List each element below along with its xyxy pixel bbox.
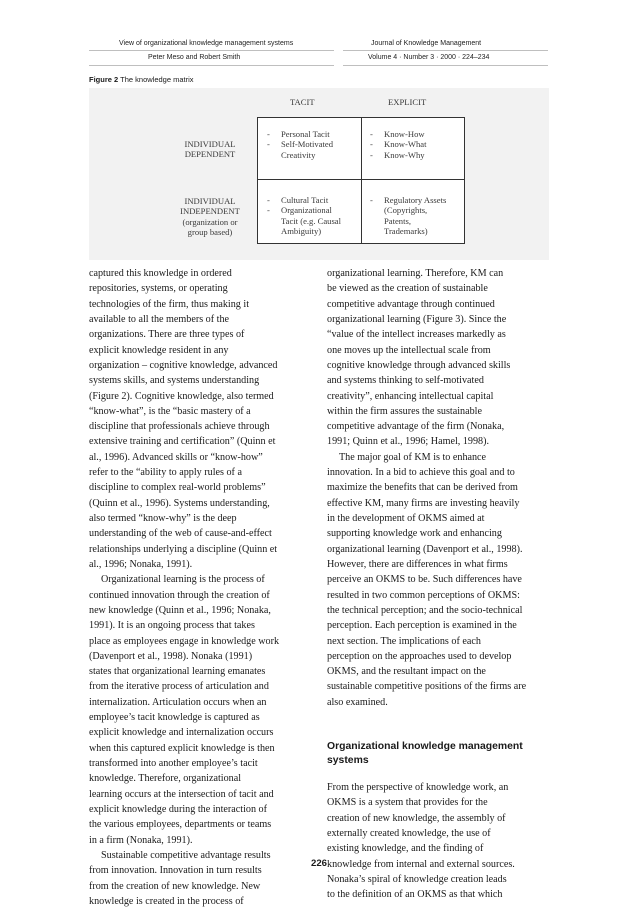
text-line: organization – cognitive knowledge, advanced [89,359,278,371]
text-line: Sustainable competitive advantage results [101,849,271,861]
figure-caption [89,75,194,84]
text-line: competitive advantage through continued [327,298,495,310]
row-header-line: (organization or [182,216,238,227]
text-line: knowledge is created in the process of [89,895,244,907]
text-line: knowledge from internal and external sources. [327,858,515,870]
text-line: explicit knowledge and internalization occurs [89,727,274,739]
body-column-left [89,266,314,909]
item-text: Know-What [384,139,427,150]
item-text: Know-Why [384,149,425,160]
text-line: al., 1996). Advanced skills or “know-how” [89,451,263,463]
matrix-item [267,205,341,215]
cell-independent-explicit [370,195,446,237]
column-header-explicit: EXPLICIT [388,97,427,107]
body-paragraph [327,780,552,903]
text-line: creation of new knowledge, the assembly of [327,812,506,824]
text-line: “know-what”, is the “basic mastery of a [89,405,251,417]
text-line: relationships underlying a discipline (Quinn et [89,543,278,555]
text-line: internalization. Articulation occurs when an [89,696,267,708]
item-text-continuation: Creativity [281,149,316,160]
item-text-continuation: Patents, [384,215,411,226]
cell-independent-tacit [267,195,341,237]
matrix-item [370,150,426,160]
bullet-dash: - [370,195,373,205]
item-text-continuation: Trademarks) [384,226,428,237]
row-header-individual-independent [171,196,249,238]
text-line: perception on the approaches used to develop [327,650,512,662]
text-line: From the perspective of knowledge work, an [327,782,509,794]
text-line: competitive advantage of the firm (Nonaka, [327,421,505,433]
row-header-line: DEPENDENT [184,149,236,160]
text-line: perception. Each perception is examined in the [327,620,517,632]
bullet-dash: - [267,195,270,205]
text-line: extensive training and certification” (Quinn et [89,436,276,448]
bullet-dash: - [370,129,373,139]
matrix-item [267,139,333,149]
text-line: al., 1996; Nonaka, 1991). [89,558,193,570]
running-header-journal: Journal of Knowledge Management [371,40,482,47]
text-line: continued innovation through the creation of [89,589,270,601]
matrix-item [370,195,446,205]
item-text: Self-Motivated [281,139,334,150]
text-line: sustainable competitive positions of the firms are [327,681,527,693]
text-line: in the development of OKMS aimed at [327,513,485,524]
column-header-tacit: TACIT [290,97,315,107]
row-header-line: group based) [187,227,233,238]
header-rule-right-bottom [343,65,548,66]
text-line: discipline that professionals achieve through [89,421,270,433]
row-header-line: INDIVIDUAL [184,139,236,149]
text-line: also examined. [327,696,388,708]
matrix-horizontal-divider [258,179,464,180]
text-line: to the definition of an OKMS as that which [327,889,503,901]
text-line: new knowledge (Quinn et al., 1996; Nonaka, [89,604,271,616]
text-line: externally created knowledge, the use of [327,828,491,839]
text-line: and systems thinking to self-motivated [327,375,484,387]
text-line: transformed into another employee’s tacit [89,758,258,769]
text-line: be viewed as the creation of sustainable [327,283,488,295]
bullet-dash: - [267,139,270,150]
bullet-dash: - [370,139,373,150]
row-header-individual-dependent [175,139,245,160]
text-line: However, there are differences in what firms [327,558,508,570]
matrix-item [267,129,333,139]
text-line: technologies of the firm, thus making it [89,298,250,310]
text-line: effective KM, many firms are investing heavily [327,497,520,509]
text-line: discipline to complex real-world problems” [89,482,266,494]
bullet-dash: - [267,129,270,139]
text-line: when this captured explicit knowledge is then [89,742,275,754]
running-header-article-title: View of organizational knowledge management systems [119,40,294,47]
text-line: from innovation. Innovation in turn results [89,865,262,877]
text-line: repositories, systems, or operating [89,283,228,295]
item-text: Know-How [384,129,425,139]
text-line: understanding of the web of cause-and-effect [89,528,272,540]
matrix-item [370,139,426,149]
text-line: (Figure 2). Cognitive knowledge, also termed [89,390,274,402]
item-text: Personal Tacit [281,129,330,139]
body-paragraph [327,266,552,450]
figure-caption-text: The knowledge matrix [120,75,194,84]
text-line: organizational learning (Figure 3). Since the [327,313,507,325]
bullet-dash: - [370,149,373,160]
section-heading [327,740,552,768]
text-line: knowledge. Therefore, organizational [89,773,242,785]
text-line: states that organizational learning emanates [89,666,266,678]
text-line: innovation. In a bid to achieve this goal and to [327,467,515,479]
matrix-vertical-divider [361,118,362,243]
text-line: supporting knowledge work and enhancing [327,528,502,540]
cell-individual-tacit [267,129,333,160]
matrix-item [267,195,341,205]
text-line: organizations. There are three types of [89,329,245,341]
matrix-item [370,129,426,139]
item-text-continuation: (Copyrights, [384,205,428,216]
body-paragraph [89,572,314,848]
text-line: captured this knowledge in ordered [89,268,232,279]
figure-label: Figure 2 [89,75,119,84]
text-line: from the iterative process of articulation and [89,681,269,693]
header-rule-right-top [343,50,548,51]
text-line: 1991; Quinn et al., 1996; Hamel, 1998). [327,436,489,448]
text-line: organizational learning. Therefore, KM can [327,268,504,279]
row-header-line: INDEPENDENT [180,206,240,217]
text-line: Organizational learning is the process of [101,574,265,586]
running-header-volume: Volume 4 · Number 3 · 2000 · 224–234 [368,54,490,61]
text-line: existing knowledge, and the finding of [327,843,484,855]
text-line: employee’s tacit knowledge is captured as [89,712,260,724]
running-header-authors: Peter Meso and Robert Smith [148,54,241,61]
item-text-continuation: Tacit (e.g. Causal [281,215,342,226]
text-line: Nonaka’s spiral of knowledge creation leads [327,873,507,885]
text-line: (Davenport et al., 1998). Nonaka (1991) [89,650,253,662]
cell-individual-explicit [370,129,426,160]
text-line: 1991). It is an ongoing process that takes [89,620,255,632]
text-line: the various employees, departments or teams [89,819,272,831]
text-line: place as employees engage in knowledge work [89,635,280,647]
text-line: the technical perception; and the socio-technical [327,604,523,616]
item-text: Cultural Tacit [281,195,329,205]
header-rule-left-bottom [89,65,334,66]
bullet-dash: - [267,205,270,216]
text-line: The major goal of KM is to enhance [339,451,487,463]
text-line: in a firm (Nonaka, 1991). [89,834,193,846]
text-line: one moves up the intellectual scale from [327,344,491,356]
item-text-continuation: Ambiguity) [281,226,322,237]
text-line: OKMS, and the resultant impact on the [327,666,486,678]
text-line: explicit knowledge during the interaction of [89,803,267,815]
row-header-line: INDIVIDUAL [184,196,236,206]
text-line: systems [327,755,369,767]
text-line: perceive an OKMS to be. Such differences have [327,574,522,586]
item-text: Regulatory Assets [384,195,447,205]
body-column-right [327,266,552,903]
text-line: OKMS is a system that provides for the [327,797,488,809]
body-paragraph [89,266,314,572]
item-text: Organizational [281,205,332,216]
text-line: resulted in two common perceptions of OKMS: [327,589,520,601]
text-line: next section. The implications of each [327,635,481,647]
text-line: organizational learning (Davenport et al., 1998). [327,543,523,555]
text-line: creativity”, enhancing intellectual capital [327,390,494,402]
text-line: learning occurs at the intersection of tacit and [89,788,274,800]
page-number: 226 [310,858,327,869]
text-line: refer to the “ability to apply rules of a [89,467,242,479]
text-line: from the creation of new knowledge. New [89,880,261,892]
text-line: explicit knowledge resident in any [89,344,229,356]
text-line: maximize the benefits that can be derived from [327,482,518,494]
text-line: available to all the members of the [89,313,230,325]
text-line: systems skills, and systems understanding [89,375,260,387]
header-rule-left-top [89,50,334,51]
text-line: “value of the intellect increases markedly as [327,329,506,341]
text-line: within the firm assures the sustainable [327,405,482,417]
body-paragraph [327,450,552,710]
text-line: also termed “know-why” is the deep [89,513,237,524]
text-line: (Quinn et al., 1996). Systems understanding, [89,497,270,509]
text-line: cognitive knowledge through advanced skills [327,359,511,371]
text-line: Organizational knowledge management [327,741,523,753]
